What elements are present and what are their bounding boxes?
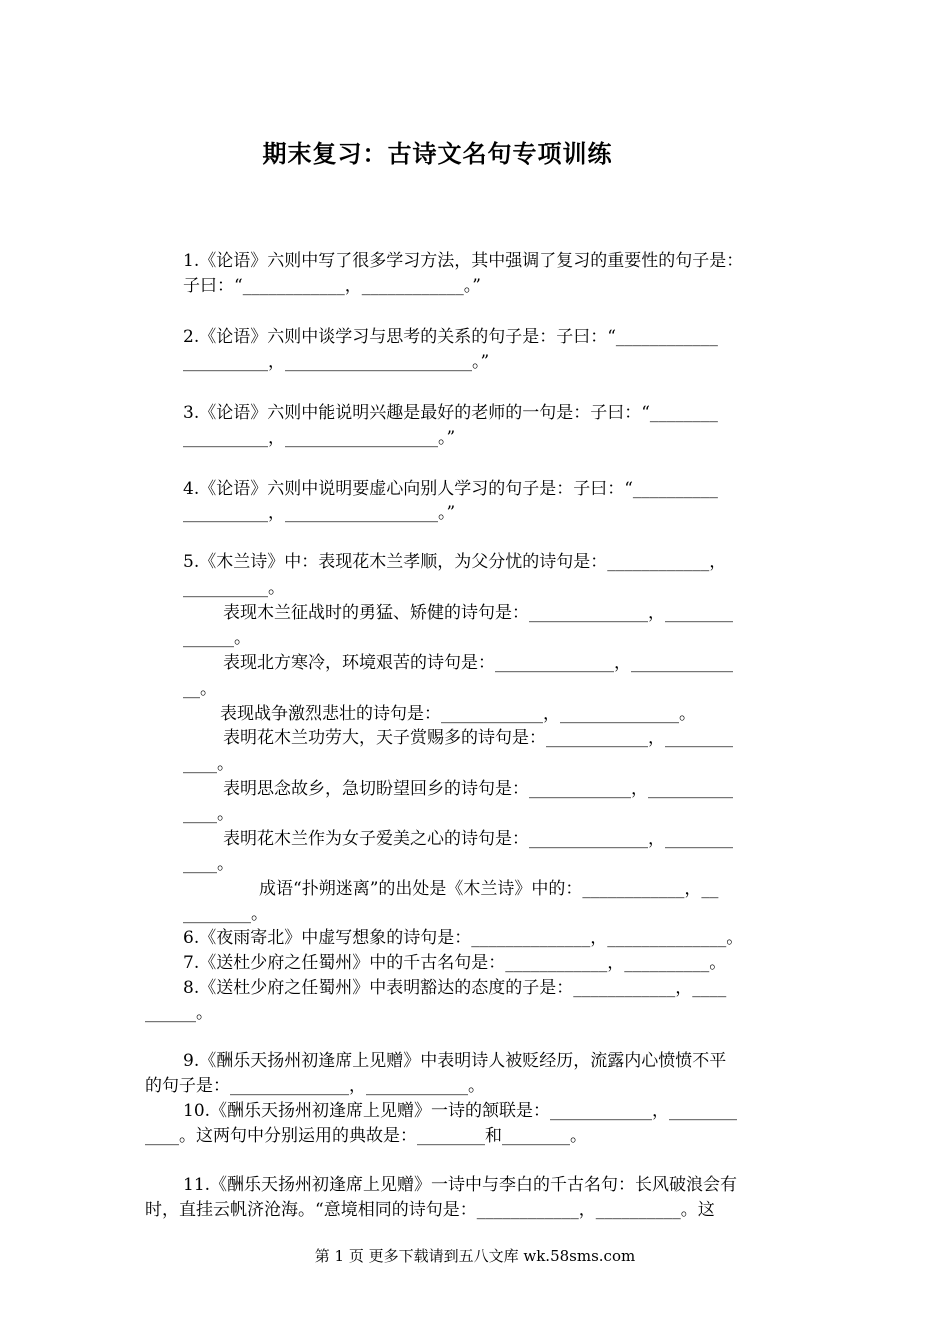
- text-line: 7.《送杜少府之任蜀州》中的千古名句是：____________，__________。: [183, 953, 727, 973]
- text-line: ______。: [145, 1003, 213, 1023]
- text-line: ______。: [183, 628, 251, 648]
- text-line: ____。: [183, 754, 234, 774]
- text-line: 10.《酬乐天扬州初逢席上见赠》一诗的颔联是：____________，________: [183, 1101, 738, 1121]
- text-line: ____。: [183, 854, 234, 874]
- text-line: 表现北方寒冷，环境艰苦的诗句是：______________，____________: [223, 653, 733, 673]
- text-line: __。: [183, 679, 217, 699]
- text-line: 表现木兰征战时的勇猛、矫健的诗句是：______________，________: [223, 603, 733, 623]
- text-line: 3.《论语》六则中能说明兴趣是最好的老师的一句是：子曰：“________: [183, 403, 718, 423]
- text-line: __________，______________________。”: [183, 352, 490, 372]
- text-line: __________。: [183, 578, 285, 598]
- text-line: 11.《酬乐天扬州初逢席上见赠》一诗中与李白的千古名句：长风破浪会有: [183, 1175, 738, 1195]
- page-title: 期末复习：古诗文名句专项训练: [262, 139, 613, 168]
- text-line: 1.《论语》六则中写了很多学习方法，其中强调了复习的重要性的句子是：: [183, 251, 744, 271]
- text-line: ________。: [183, 904, 268, 924]
- text-line: 子曰：“____________，____________。”: [183, 276, 481, 296]
- text-line: 9.《酬乐天扬州初逢席上见赠》中表明诗人被贬经历，流露内心愤愤不平: [183, 1051, 727, 1071]
- text-line: 4.《论语》六则中说明要虚心向别人学习的句子是：子曰：“__________: [183, 479, 718, 499]
- text-line: __________，__________________。”: [183, 503, 456, 523]
- text-line: __________，__________________。”: [183, 428, 456, 448]
- text-line: 表明思念故乡，急切盼望回乡的诗句是：____________，__________: [223, 779, 733, 799]
- text-line: 表现战争激烈悲壮的诗句是：____________，______________。: [220, 704, 696, 724]
- text-line: 时，直挂云帆济沧海。“意境相同的诗句是：____________，__________。这: [145, 1200, 715, 1220]
- page-footer: 第 1 页 更多下载请到五八文库 wk.58sms.com: [314, 1247, 636, 1265]
- text-line: 6.《夜雨寄北》中虚写想象的诗句是：______________，______________。: [183, 928, 744, 948]
- text-line: 5.《木兰诗》中：表现花木兰孝顺，为父分忧的诗句是：____________，: [183, 552, 727, 572]
- text-line: ____。这两句中分别运用的典故是：________和________。: [145, 1126, 587, 1146]
- text-line: 成语“扑朔迷离”的出处是《木兰诗》中的：____________，__: [259, 879, 719, 899]
- text-line: 的句子是：______________，____________。: [145, 1076, 485, 1096]
- text-line: 8.《送杜少府之任蜀州》中表明豁达的态度的子是：____________，____: [183, 978, 727, 998]
- text-line: ____。: [183, 804, 234, 824]
- text-line: 表明花木兰作为女子爱美之心的诗句是：______________，________: [223, 829, 733, 849]
- text-line: 表明花木兰功劳大，天子赏赐多的诗句是：____________，________: [223, 728, 733, 748]
- text-line: 2.《论语》六则中谈学习与思考的关系的句子是：子曰：“____________: [183, 327, 718, 347]
